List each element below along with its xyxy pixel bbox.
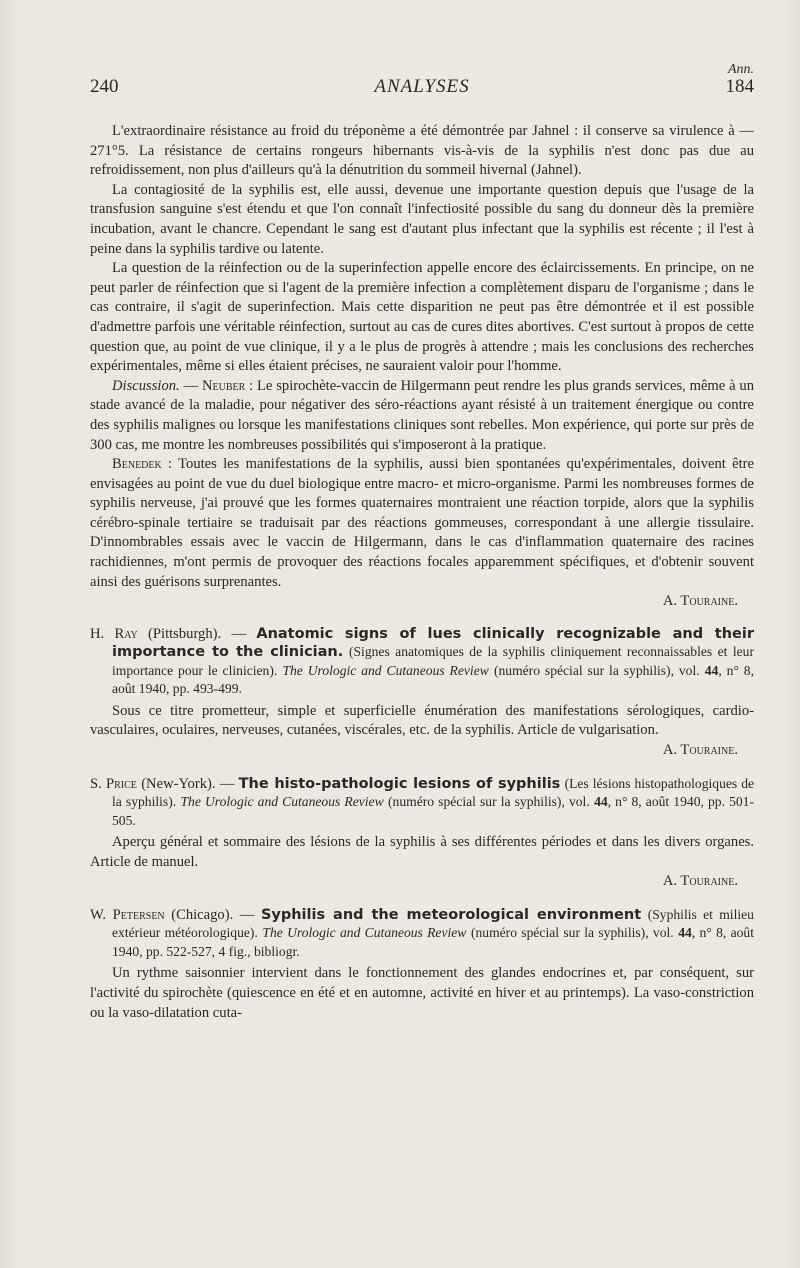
abstract-reference (90, 626, 754, 699)
page-header (90, 62, 754, 102)
abstract-reference (90, 906, 754, 962)
translation: (Signes anatomiques de la syphilis cliniquement reconnaissables et leur importance pour le clinicien). (112, 644, 754, 678)
discussion-paragraph: Discussion. — Neuber : Le spirochète-vaccin de Hilgermann peut rendre les plus grands services, même à un stade avancé de la maladie, pour négativer des séro-réactions ayant résisté à un traitement énergique ou contre des syphilis malignes ou lorsque les manifestations cliniques sont rebelles. Mon expérience, qui porte sur près de 300 cas, me montre les nombreuses possibilités qui s'imposeront à la pratique. (90, 377, 754, 453)
benedek-text: Toutes les manifestations de la syphilis, aussi bien spontanées qu'expérimentales, doivent être envisagées au point de vue du duel biologique entre macro- et micro-organisme. Parmi les nombreuses formes de syphilis nerveuse, j'ai prouvé que les formes quaternaires montraient une réaction torpide, alors que la syphilis cérébro-spinale tertiaire se traduisait par des réactions gommeuses, correspondant à une allergie tissulaire. D'innombrables essais avec le vaccin de Hilgermann, dans le cas d'inflammation quaternaire des racines rachidiennes, m'ont permis de provoquer des réactions focales apparemment spécifiques, et d'obtenir souvent ainsi des guérisons surprenantes. (90, 456, 754, 590)
discussion-label: Discussion. (112, 377, 180, 394)
volume-number: 184 (725, 76, 754, 97)
author: H. Ray (90, 625, 138, 642)
abstract-entry (90, 775, 754, 892)
volume: 44 (678, 925, 692, 941)
translation: (Syphilis et milieu extérieur météorologique). (112, 906, 754, 941)
signature: A. Touraine. (662, 873, 738, 890)
signature-line (90, 592, 754, 612)
article-title: The histo-pathologic lesions of syphilis (238, 775, 561, 792)
running-title: ANALYSES (374, 76, 470, 97)
discussion-text: Le spirochète-vaccin de Hilgermann peut rendre les plus grands services, même à un stade avancé de la maladie, pour négativer des séro-réactions ayant résisté à un traitement énergique ou contre des syphilis malignes ou lorsque les manifestations cliniques sont rebelles. Mon expérience, qui porte sur près de 300 cas, me montre les nombreuses possibilités qui s'imposeront à la pratique. (90, 377, 754, 453)
page-number: 240 (90, 76, 119, 97)
volume: 44 (704, 662, 719, 678)
signature: A. Touraine. (662, 593, 738, 610)
abstract-summary: Sous ce titre prometteur, simple et superficielle énumération des manifestations sérologiques, cardio-vasculaires, oculaires, nerveuses, cutanées, viscérales, etc. de la syphilis. Article de vulgarisation. (90, 702, 754, 739)
location: (Pittsburgh). — (148, 625, 247, 642)
abstract-entry (90, 626, 754, 761)
journal-name: The Urologic and Cutaneous Review (262, 925, 467, 941)
article-title: Anatomic signs of lues clinically recognizable and their importance to the clinician. (112, 625, 754, 661)
author: S. Price (90, 775, 137, 792)
main-text (90, 122, 754, 1023)
location: (New-York). — (141, 775, 235, 792)
abstract-summary: Aperçu général et sommaire des lésions de la syphilis à ses différentes périodes et dans les divers organes. Article de manuel. (90, 834, 754, 870)
annales-label: Ann. (727, 62, 754, 77)
abstract-reference (90, 775, 754, 831)
benedek-paragraph: Benedek : Toutes les manifestations de la syphilis, aussi bien spontanées qu'expérimentales, doivent être envisagées au point de vue du duel biologique entre macro- et micro-organisme. Parmi les nombreuses formes de syphilis nerveuse, j'ai prouvé que les formes quaternaires montraient une réaction torpide, alors que la syphilis cérébro-spinale tertiaire se traduisait par des réactions gommeuses, correspondant à une allergie tissulaire. D'innombrables essais avec le vaccin de Hilgermann, dans le cas d'inflammation quaternaire des racines rachidiennes, m'ont permis de provoquer des réactions focales apparemment spécifiques, et d'obtenir souvent ainsi des guérisons surprenantes. (90, 456, 754, 590)
signature-line (90, 741, 754, 761)
reference-details: (numéro spécial sur la syphilis), vol. (493, 662, 700, 678)
signature: A. Touraine. (662, 742, 738, 759)
reference-pages: , n° 8, août 1940, pp. 493-499. (112, 662, 755, 697)
author: W. Petersen (90, 906, 165, 923)
speaker-name: Neuber (201, 377, 246, 394)
abstract-summary: Un rythme saisonnier intervient dans le fonctionnement des glandes endocrines et, par conséquent, sur l'activité du spirochète (quiescence en été et en automne, activité en hiver et au printemps). La vaso-constriction ou la vaso-dilatation cuta- (90, 965, 754, 1021)
signature-line (90, 872, 754, 892)
speaker-name: Benedek (112, 456, 162, 473)
paragraph: La question de la réinfection ou de la superinfection appelle encore des éclaircissements. En principe, on ne peut parler de réinfection que si l'agent de la première infection a complètement disparu de l'organisme ; dans le cas contraire, il s'agit de superinfection. Mais cette disparition ne peut pas être démontrée et il est possible d'admettre parfois une véritable réinfection, surtout au cas de cures dites abortives. C'est surtout à propos de cette question que, au point de vue clinique, il y a le plus de progrès à attendre ; mais les conclusions des recherches expérimentales, même si elles étaient précises, ne sauraient valoir pour l'homme. (90, 260, 754, 375)
volume: 44 (594, 794, 608, 810)
reference-pages: , n° 8, août 1940, pp. 501-505. (112, 794, 755, 828)
paragraph: L'extraordinaire résistance au froid du tréponème a été démontrée par Jahnel : il conserve sa virulence à — 271°5. La résistance de certains rongeurs hibernants vis-à-vis de la syphilis n'est donc pas due au refroidissement, non plus d'ailleurs qu'à la dénutrition du sommeil hivernal (Jahnel). (90, 123, 754, 179)
abstract-entry (90, 906, 754, 1023)
translation: (Les lésions histopathologiques de la syphilis). (112, 775, 755, 810)
paragraph: La contagiosité de la syphilis est, elle aussi, devenue une importante question depuis que l'usage de la transfusion sanguine s'est étendu et que l'on connaît l'infectiosité possible du sang du donneur dès la première incubation, avant le chancre. Cependant le sang est d'autant plus infectant que la syphilis est récente ; il l'est à peine dans la syphilis tardive ou latente. (90, 181, 754, 257)
journal-name: The Urologic and Cutaneous Review (180, 794, 384, 810)
reference-pages: , n° 8, août 1940, pp. 522-527, 4 fig., bibliogr. (112, 925, 754, 959)
journal-name: The Urologic and Cutaneous Review (282, 662, 489, 678)
article-title: Syphilis and the meteorological environment (260, 906, 642, 923)
reference-details: (numéro spécial sur la syphilis), vol. (388, 794, 590, 810)
location: (Chicago). — (171, 906, 255, 923)
reference-details: (numéro spécial sur la syphilis), vol. (470, 925, 674, 941)
